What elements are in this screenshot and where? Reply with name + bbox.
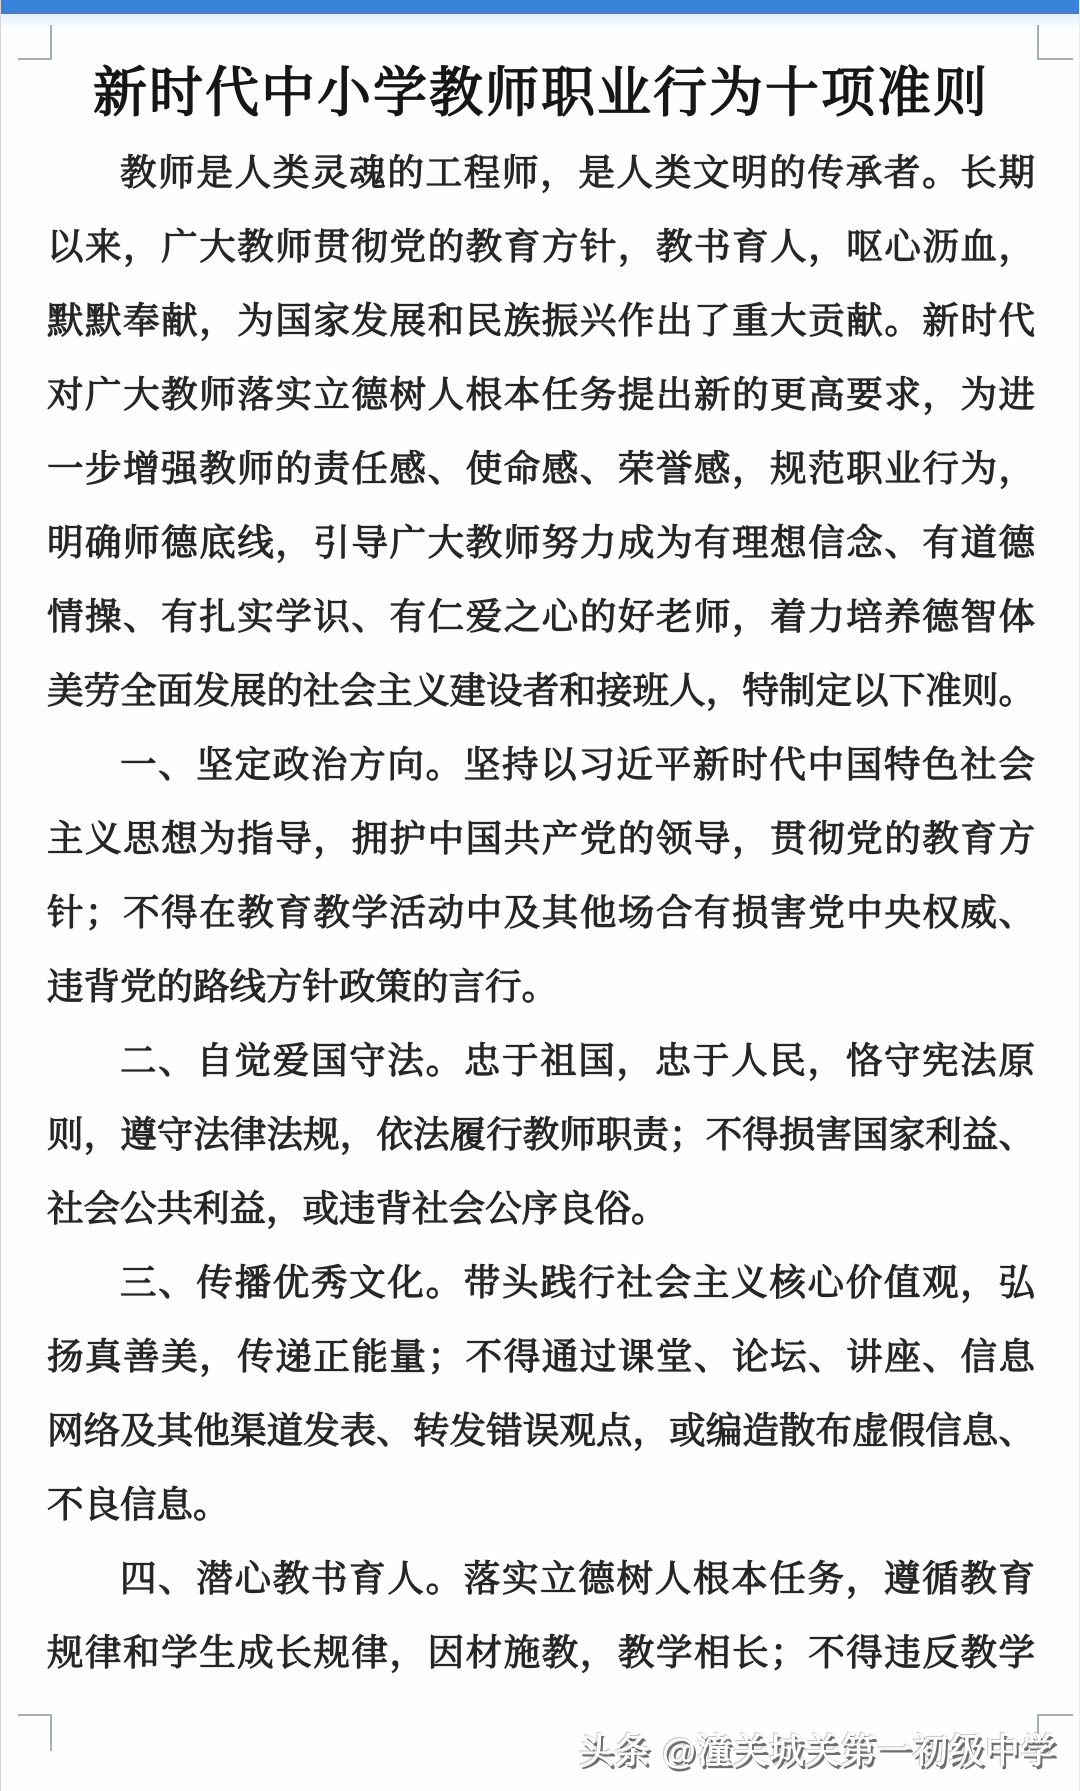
- text-boundary-mark-bottom-left: [18, 1714, 52, 1751]
- body-line: 针；不得在教育教学活动中及其他场合有损害党中央权威、: [47, 892, 1035, 933]
- body-line: 三、传播优秀文化。带头践行社会主义核心价值观，弘: [120, 1262, 1035, 1303]
- body-line: 则，遵守法律法规，依法履行教师职责；不得损害国家利益、: [47, 1114, 1035, 1155]
- text-boundary-mark-top-left: [18, 25, 52, 60]
- body-line: 对广大教师落实立德树人根本任务提出新的更高要求，为进: [47, 374, 1035, 415]
- body-line: 教师是人类灵魂的工程师，是人类文明的传承者。长期: [120, 152, 1035, 193]
- top-blue-bar: [1, 0, 1079, 11]
- top-bar-fade: [1, 14, 1079, 30]
- body-line: 一步增强教师的责任感、使命感、荣誉感，规范职业行为，: [47, 448, 1035, 489]
- body-line: 网络及其他渠道发表、转发错误观点，或编造散布虚假信息、: [47, 1410, 1035, 1451]
- body-line: 美劳全面发展的社会主义建设者和接班人，特制定以下准则。: [47, 670, 1035, 711]
- document-title: 新时代中小学教师职业行为十项准则: [93, 63, 989, 123]
- body-line: 主义思想为指导，拥护中国共产党的领导，贯彻党的教育方: [47, 818, 1035, 859]
- body-line: 一、坚定政治方向。坚持以习近平新时代中国特色社会: [120, 744, 1035, 785]
- toutiao-watermark: 头条 @潼关城关第一初级中学: [579, 1732, 1057, 1771]
- body-line: 不良信息。: [47, 1484, 230, 1525]
- body-line: 扬真善美，传递正能量；不得通过课堂、论坛、讲座、信息: [47, 1336, 1035, 1377]
- body-line: 规律和学生成长规律，因材施教，教学相长；不得违反教学: [47, 1632, 1035, 1673]
- text-boundary-mark-top-right: [1037, 25, 1073, 60]
- body-line: 二、自觉爱国守法。忠于祖国，忠于人民，恪守宪法原: [120, 1040, 1035, 1081]
- body-line: 以来，广大教师贯彻党的教育方针，教书育人，呕心沥血，: [47, 226, 1035, 267]
- document-body: [47, 136, 1035, 1690]
- body-line: 明确师德底线，引导广大教师努力成为有理想信念、有道德: [47, 522, 1035, 563]
- body-line: 违背党的路线方针政策的言行。: [47, 966, 558, 1007]
- body-line: 四、潜心教书育人。落实立德树人根本任务，遵循教育: [120, 1558, 1035, 1599]
- body-line: 默默奉献，为国家发展和民族振兴作出了重大贡献。新时代: [47, 300, 1035, 341]
- body-line: 情操、有扎实学识、有仁爱之心的好老师，着力培养德智体: [47, 596, 1035, 637]
- body-line: 社会公共利益，或违背社会公序良俗。: [47, 1188, 668, 1229]
